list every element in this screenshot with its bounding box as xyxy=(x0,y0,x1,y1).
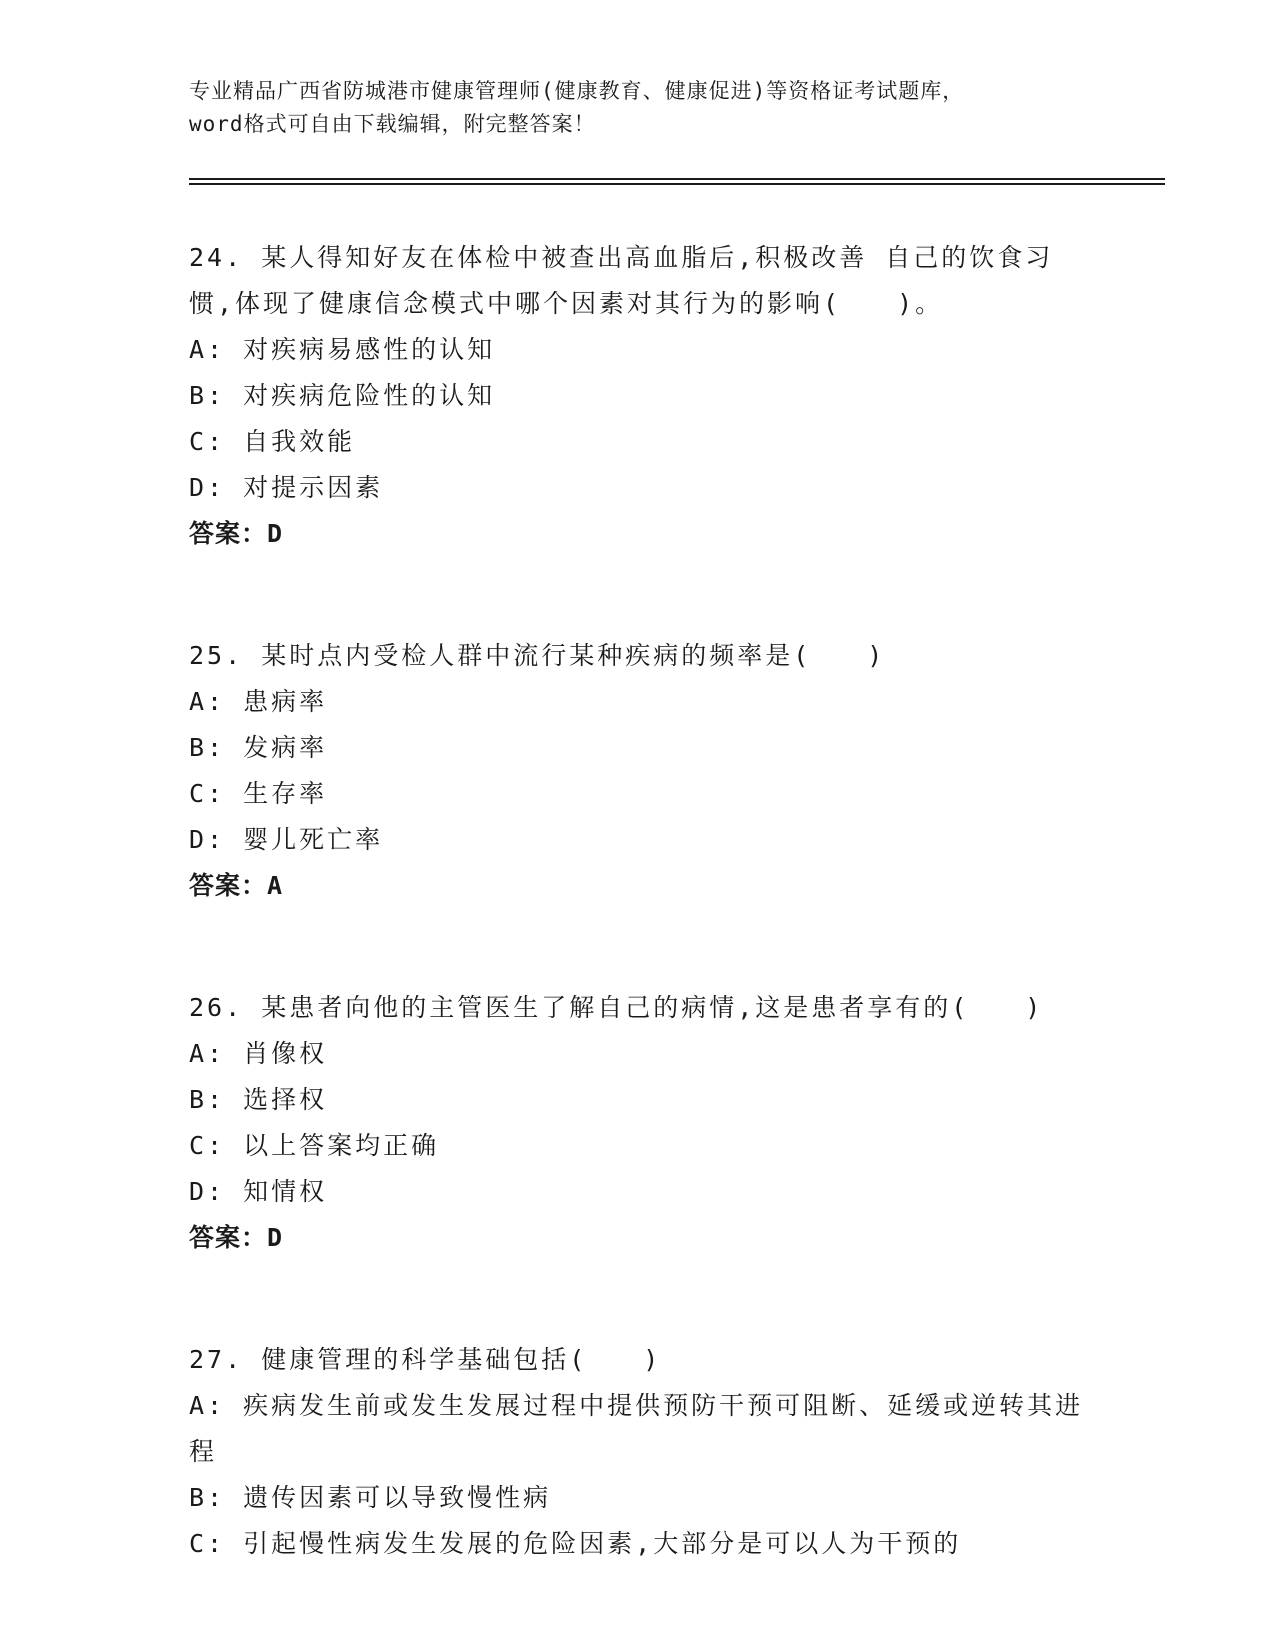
option-c: C: 生存率 xyxy=(189,779,328,808)
question-24 xyxy=(189,235,1149,557)
question-stem: 24. 某人得知好友在体检中被查出高血脂后,积极改善 自己的饮食习 xyxy=(189,243,1054,272)
option-a: A: 患病率 xyxy=(189,687,328,716)
answer-key: 答案：D xyxy=(189,1223,284,1252)
question-stem: 25. 某时点内受检人群中流行某种疾病的频率是( ) xyxy=(189,641,886,670)
header-divider-top xyxy=(189,178,1165,180)
question-spacer xyxy=(189,909,1149,985)
question-spacer xyxy=(189,1261,1149,1337)
answer-key: 答案：D xyxy=(189,519,284,548)
question-27 xyxy=(189,1337,1149,1567)
question-stem: 27. 健康管理的科学基础包括( ) xyxy=(189,1345,662,1374)
option-c: C: 自我效能 xyxy=(189,427,356,456)
option-b: B: 对疾病危险性的认知 xyxy=(189,381,496,410)
answer-key: 答案：A xyxy=(189,871,284,900)
option-d: D: 知情权 xyxy=(189,1177,328,1206)
question-26 xyxy=(189,985,1149,1261)
document-header xyxy=(189,75,1089,141)
option-a: A: 肖像权 xyxy=(189,1039,328,1068)
option-b: B: 发病率 xyxy=(189,733,328,762)
option-c: C: 引起慢性病发生发展的危险因素,大部分是可以人为干预的 xyxy=(189,1529,962,1558)
header-divider-bottom xyxy=(189,183,1165,185)
option-b: B: 选择权 xyxy=(189,1085,328,1114)
option-d: D: 对提示因素 xyxy=(189,473,384,502)
header-title-line-1: 专业精品广西省防城港市健康管理师(健康教育、健康促进)等资格证考试题库， xyxy=(189,79,965,103)
option-d: D: 婴儿死亡率 xyxy=(189,825,384,854)
question-stem-continued: 惯,体现了健康信念模式中哪个因素对其行为的影响( )。 xyxy=(189,289,944,318)
option-a: A: 对疾病易感性的认知 xyxy=(189,335,496,364)
option-c: C: 以上答案均正确 xyxy=(189,1131,440,1160)
question-spacer xyxy=(189,557,1149,633)
header-title-line-2: word格式可自由下载编辑，附完整答案！ xyxy=(189,112,596,136)
option-b: B: 遗传因素可以导致慢性病 xyxy=(189,1483,552,1512)
option-a: A: 疾病发生前或发生发展过程中提供预防干预可阻断、延缓或逆转其进程 xyxy=(189,1391,1084,1466)
question-stem: 26. 某患者向他的主管医生了解自己的病情,这是患者享有的( ) xyxy=(189,993,1044,1022)
question-25 xyxy=(189,633,1149,909)
question-list xyxy=(189,235,1149,1567)
